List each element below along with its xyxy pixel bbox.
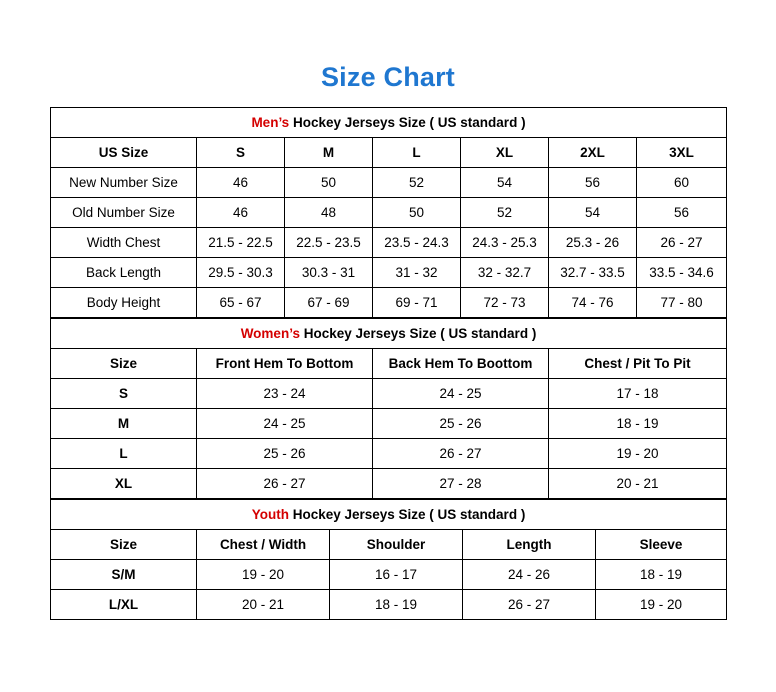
youth-col-2: Shoulder (330, 530, 463, 560)
womens-col-0: Size (51, 349, 197, 379)
table-row (51, 228, 727, 258)
mens-r4-c2: 67 - 69 (285, 288, 373, 318)
mens-col-5: 2XL (549, 138, 637, 168)
womens-r3-c0: XL (51, 469, 197, 499)
table-header-row (51, 138, 727, 168)
mens-r1-c5: 54 (549, 198, 637, 228)
table-section-header-row (51, 319, 727, 349)
table-header-row (51, 530, 727, 560)
youth-col-4: Sleeve (596, 530, 727, 560)
size-chart-tables (50, 107, 726, 620)
mens-r2-c1: 21.5 - 22.5 (197, 228, 285, 258)
womens-r3-c1: 26 - 27 (197, 469, 373, 499)
mens-r4-c3: 69 - 71 (373, 288, 461, 318)
womens-r3-c3: 20 - 21 (549, 469, 727, 499)
mens-r0-c2: 50 (285, 168, 373, 198)
table-row (51, 379, 727, 409)
womens-section-header (51, 319, 727, 349)
table-row (51, 469, 727, 499)
mens-r3-c0: Back Length (51, 258, 197, 288)
mens-r0-c1: 46 (197, 168, 285, 198)
womens-r1-c0: M (51, 409, 197, 439)
youth-r0-c4: 18 - 19 (596, 560, 727, 590)
youth-r1-c0: L/XL (51, 590, 197, 620)
womens-r1-c2: 25 - 26 (373, 409, 549, 439)
mens-section-header (51, 108, 727, 138)
youth-section-header (51, 500, 727, 530)
mens-r4-c5: 74 - 76 (549, 288, 637, 318)
mens-r4-c1: 65 - 67 (197, 288, 285, 318)
table-section-header-row (51, 108, 727, 138)
mens-r0-c3: 52 (373, 168, 461, 198)
mens-r0-c5: 56 (549, 168, 637, 198)
mens-r2-c4: 24.3 - 25.3 (461, 228, 549, 258)
mens-r0-c4: 54 (461, 168, 549, 198)
mens-r2-c3: 23.5 - 24.3 (373, 228, 461, 258)
mens-r1-c0: Old Number Size (51, 198, 197, 228)
mens-r2-c0: Width Chest (51, 228, 197, 258)
page-title: Size Chart (320, 62, 456, 92)
table-section-header-row (51, 500, 727, 530)
youth-r0-c3: 24 - 26 (463, 560, 596, 590)
womens-size-table (50, 318, 727, 499)
table-row (51, 590, 727, 620)
mens-r2-c5: 25.3 - 26 (549, 228, 637, 258)
womens-col-3: Chest / Pit To Pit (549, 349, 727, 379)
table-header-row (51, 349, 727, 379)
table-row (51, 258, 727, 288)
womens-r2-c3: 19 - 20 (549, 439, 727, 469)
mens-r3-c6: 33.5 - 34.6 (637, 258, 727, 288)
youth-col-3: Length (463, 530, 596, 560)
womens-r1-c3: 18 - 19 (549, 409, 727, 439)
mens-r3-c5: 32.7 - 33.5 (549, 258, 637, 288)
youth-r0-c0: S/M (51, 560, 197, 590)
youth-r0-c1: 19 - 20 (197, 560, 330, 590)
mens-col-3: L (373, 138, 461, 168)
youth-section-header-accent: Youth (251, 507, 289, 522)
womens-col-2: Back Hem To Boottom (373, 349, 549, 379)
mens-r4-c4: 72 - 73 (461, 288, 549, 318)
youth-col-0: Size (51, 530, 197, 560)
womens-r3-c2: 27 - 28 (373, 469, 549, 499)
mens-r3-c4: 32 - 32.7 (461, 258, 549, 288)
mens-section-header-rest: Hockey Jerseys Size ( US standard ) (289, 115, 526, 130)
mens-r3-c1: 29.5 - 30.3 (197, 258, 285, 288)
table-row (51, 409, 727, 439)
mens-r2-c6: 26 - 27 (637, 228, 727, 258)
mens-col-0: US Size (51, 138, 197, 168)
mens-r1-c4: 52 (461, 198, 549, 228)
womens-r0-c2: 24 - 25 (373, 379, 549, 409)
mens-r4-c0: Body Height (51, 288, 197, 318)
youth-r0-c2: 16 - 17 (330, 560, 463, 590)
mens-r3-c3: 31 - 32 (373, 258, 461, 288)
table-row (51, 168, 727, 198)
womens-r2-c1: 25 - 26 (197, 439, 373, 469)
womens-r0-c1: 23 - 24 (197, 379, 373, 409)
mens-col-6: 3XL (637, 138, 727, 168)
mens-section-header-accent: Men’s (251, 115, 290, 130)
mens-r1-c2: 48 (285, 198, 373, 228)
mens-col-1: S (197, 138, 285, 168)
mens-col-4: XL (461, 138, 549, 168)
womens-r2-c2: 26 - 27 (373, 439, 549, 469)
womens-r1-c1: 24 - 25 (197, 409, 373, 439)
womens-r0-c0: S (51, 379, 197, 409)
mens-r3-c2: 30.3 - 31 (285, 258, 373, 288)
mens-r0-c6: 60 (637, 168, 727, 198)
mens-col-2: M (285, 138, 373, 168)
youth-r1-c4: 19 - 20 (596, 590, 727, 620)
mens-size-table (50, 107, 727, 318)
womens-section-header-accent: Women’s (240, 326, 300, 341)
mens-r1-c3: 50 (373, 198, 461, 228)
youth-col-1: Chest / Width (197, 530, 330, 560)
table-row (51, 288, 727, 318)
mens-r1-c6: 56 (637, 198, 727, 228)
mens-r2-c2: 22.5 - 23.5 (285, 228, 373, 258)
mens-r1-c1: 46 (197, 198, 285, 228)
youth-r1-c1: 20 - 21 (197, 590, 330, 620)
table-row (51, 439, 727, 469)
womens-r2-c0: L (51, 439, 197, 469)
table-row (51, 560, 727, 590)
youth-size-table (50, 499, 727, 620)
youth-r1-c3: 26 - 27 (463, 590, 596, 620)
mens-r4-c6: 77 - 80 (637, 288, 727, 318)
womens-col-1: Front Hem To Bottom (197, 349, 373, 379)
womens-r0-c3: 17 - 18 (549, 379, 727, 409)
mens-r0-c0: New Number Size (51, 168, 197, 198)
womens-section-header-rest: Hockey Jerseys Size ( US standard ) (299, 326, 537, 341)
youth-section-header-rest: Hockey Jerseys Size ( US standard ) (288, 507, 526, 522)
table-row (51, 198, 727, 228)
youth-r1-c2: 18 - 19 (330, 590, 463, 620)
